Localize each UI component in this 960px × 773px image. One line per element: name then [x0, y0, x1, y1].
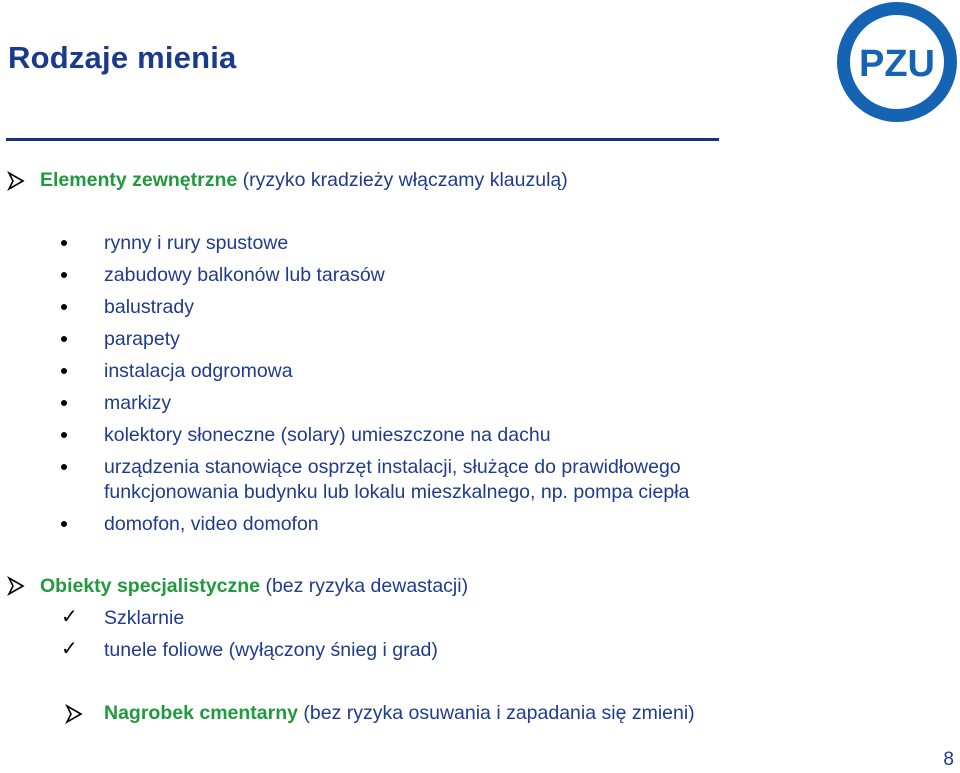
list-item: zabudowy balkonów lub tarasów [104, 264, 385, 286]
list-item: Szklarnie [104, 607, 185, 629]
list-item: markizy [104, 392, 172, 414]
list-item: urządzenia stanowiące osprzęt instalacji, służące do prawidłowego [104, 456, 681, 478]
list-item-continuation: funkcjonowania budynku lub lokalu mieszkalnego, np. pompa ciepła [104, 481, 690, 503]
logo-text: PZU [859, 43, 935, 85]
bullet-dot-icon [61, 432, 67, 438]
section3-heading [104, 701, 695, 725]
bullet-dot-icon [61, 304, 67, 310]
section1-heading-rest: (ryzyko kradzieży włączamy klauzulą) [237, 169, 568, 191]
section1-heading [40, 168, 568, 192]
page-number: 8 [943, 749, 954, 770]
list-item: parapety [104, 328, 180, 350]
list-item: tunele foliowe (wyłączony śnieg i grad) [104, 639, 438, 661]
page-title: Rodzaje mienia [8, 40, 237, 75]
section2-heading-highlight: Obiekty specjalistyczne [40, 575, 261, 597]
arrow-bullet-icon [6, 171, 26, 191]
list-item: rynny i rury spustowe [104, 232, 289, 254]
arrow-bullet-icon [6, 576, 26, 596]
list-item: kolektory słoneczne (solary) umieszczone na dachu [104, 424, 551, 446]
section3-heading-rest: (bez ryzyka osuwania i zapadania się zmieni) [297, 702, 695, 724]
section2-heading-rest: (bez ryzyka dewastacji) [260, 575, 469, 597]
title-underline [6, 138, 719, 141]
section2-heading [40, 574, 468, 598]
bullet-dot-icon [61, 400, 67, 406]
checkmark-icon: ✓ [61, 636, 78, 660]
list-item: balustrady [104, 296, 194, 318]
list-item: domofon, video domofon [104, 513, 319, 535]
bullet-dot-icon [61, 464, 67, 470]
bullet-dot-icon [61, 240, 67, 246]
pzu-logo [835, 0, 959, 124]
list-item: instalacja odgromowa [104, 360, 293, 382]
bullet-dot-icon [61, 368, 67, 374]
checkmark-icon: ✓ [61, 604, 78, 628]
section3-heading-highlight: Nagrobek cmentarny [104, 702, 298, 724]
section1-heading-highlight: Elementy zewnętrzne [40, 169, 238, 191]
bullet-dot-icon [61, 272, 67, 278]
bullet-dot-icon [61, 336, 67, 342]
bullet-dot-icon [61, 521, 67, 527]
arrow-bullet-icon [64, 704, 84, 724]
